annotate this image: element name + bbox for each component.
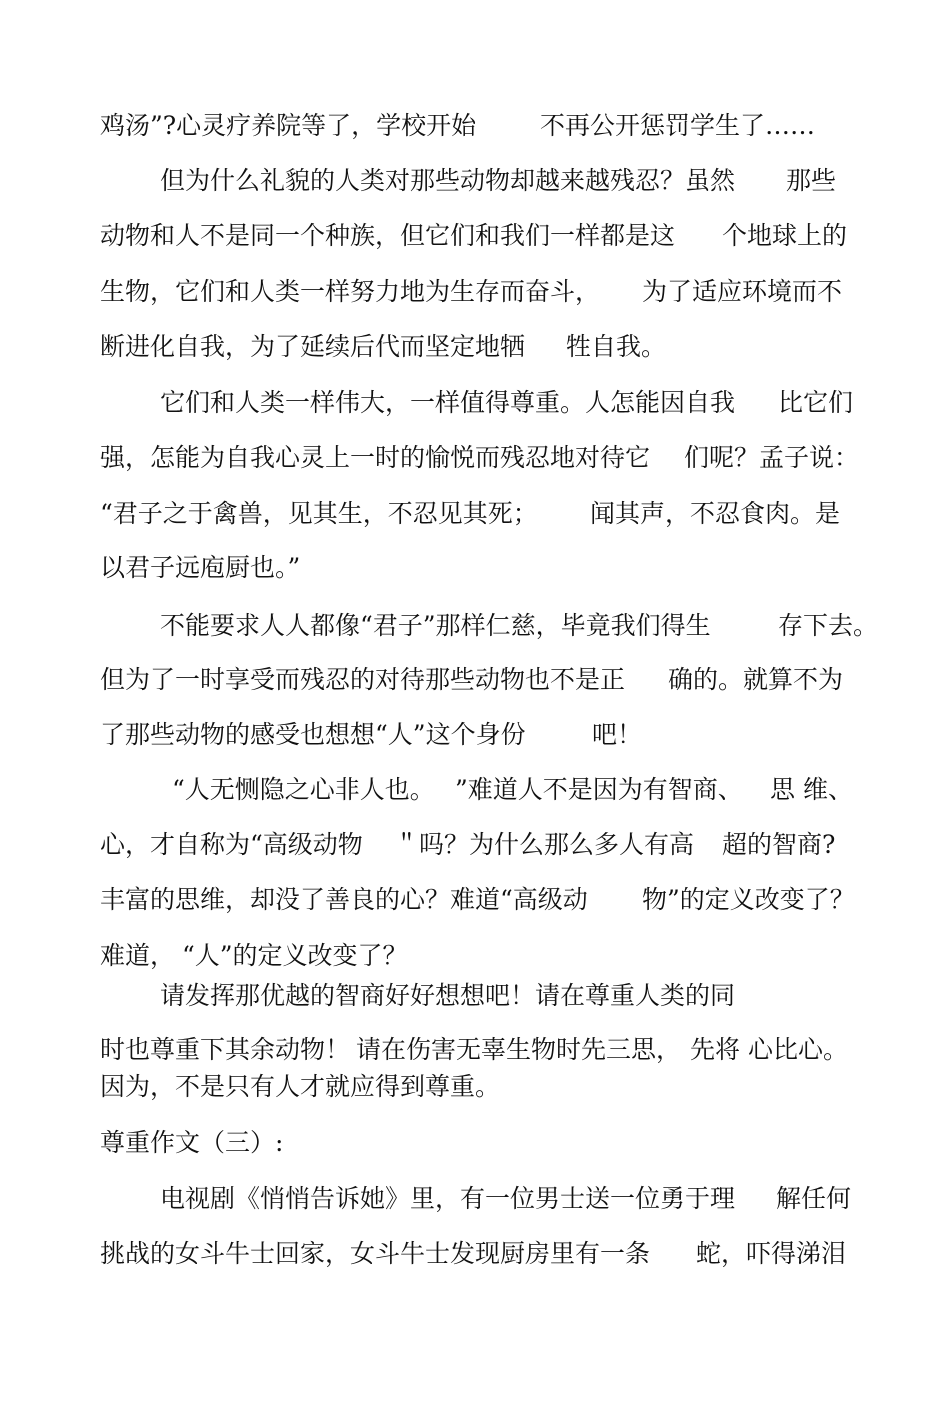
text-segment: 因为，不是只有人才就应得到尊重。 [100,1072,501,1101]
text-segment: 确的。就算不为 [668,665,844,694]
text-segment: 难道， [100,941,176,970]
text-segment: 存下去。 [778,611,879,640]
text-segment: 它们和人类一样伟大，一样值得尊重。人怎能因自我 [160,388,736,417]
text-segment: 但为什么礼貌的人类对那些动物却越来越残忍？虽然 [160,166,736,195]
text-segment: 个地球上的 [722,221,848,250]
text-segment: 以君子远庖厨也。” [100,553,301,582]
text-line [0,938,950,974]
text-line [0,108,950,144]
text-segment: 时也尊重下其余动物！ [100,1035,351,1064]
text-line [0,1032,950,1068]
text-segment: 们呢？孟子说： [684,443,860,472]
text-segment: 动物和人不是同一个种族，但它们和我们一样都是这 [100,221,676,250]
text-segment: 尊重作文（三）: [100,1128,284,1157]
text-segment: “君子之于禽兽，见其生，不忍见其死； [100,499,538,528]
text-segment: 思 维、 [770,775,853,804]
text-segment: 电视剧《悄悄告诉她》里，有一位男士送一位勇于理 [160,1184,736,1213]
text-line [0,163,950,199]
text-segment: 蛇，吓得涕泪 [696,1239,847,1268]
text-line [0,1069,950,1105]
text-segment: 挑战的女斗牛士回家，女斗牛士发现厨房里有一条 [100,1239,651,1268]
text-segment: 为了适应环境而不 [642,277,843,306]
text-segment: 丰富的思维，却没了善良的心？难道“高级动 [100,885,588,914]
text-line [0,496,950,532]
text-segment: “人无恻隐之心非人也。 [172,775,435,804]
text-segment: 那些 [786,166,837,195]
text-line [0,1181,950,1217]
text-segment: 不能要求人人都像“君子”那样仁慈，毕竟我们得生 [160,611,711,640]
text-line [0,385,950,421]
text-line [0,882,950,918]
text-segment: 吧！ [592,720,643,749]
text-segment: “人”的定义改变了？ [182,941,408,970]
text-segment: 先将 [690,1035,741,1064]
text-segment: 心，才自称为“高级动物 [100,830,363,859]
text-line [0,717,950,753]
text-line [0,329,950,365]
section-heading [0,1125,950,1161]
text-segment: 超的智商? [722,830,836,859]
text-line [0,827,950,863]
text-line [0,550,950,586]
text-line [0,440,950,476]
text-segment: 生物，它们和人类一样努力地为生存而奋斗， [100,277,601,306]
text-segment: 请发挥那优越的智商好好想想吧！请在尊重人类的同 [160,981,736,1010]
text-segment: 比它们 [778,388,854,417]
text-segment: 断进化自我，为了延续后代而坚定地牺 [100,332,526,361]
text-segment: 闻其声，不忍食肉。是 [590,499,841,528]
text-segment: 鸡汤”?心灵疗养院等了，学校开始 [100,111,477,140]
text-segment: 但为了一时享受而残忍的对待那些动物也不是正 [100,665,626,694]
text-segment: 请在伤害无辜生物时先三思， [356,1035,682,1064]
text-line [0,274,950,310]
text-segment: 解任何 [776,1184,852,1213]
text-segment: 不再公开惩罚学生了…… [540,111,816,140]
text-line [0,772,950,808]
text-line [0,608,950,644]
text-segment: ＂吗？为什么那么多人有高 [394,830,695,859]
text-line [0,662,950,698]
text-segment: 牲自我。 [566,332,667,361]
text-segment: 物”的定义改变了？ [642,885,855,914]
text-segment: ”难道人不是因为有智商、 [455,775,743,804]
text-line [0,1236,950,1272]
text-segment: 强，怎能为自我心灵上一时的愉悦而残忍地对待它 [100,443,651,472]
text-line [0,978,950,1014]
text-segment: 了那些动物的感受也想想“人”这个身份 [100,720,526,749]
text-segment: 心比心。 [748,1035,849,1064]
text-line [0,218,950,254]
